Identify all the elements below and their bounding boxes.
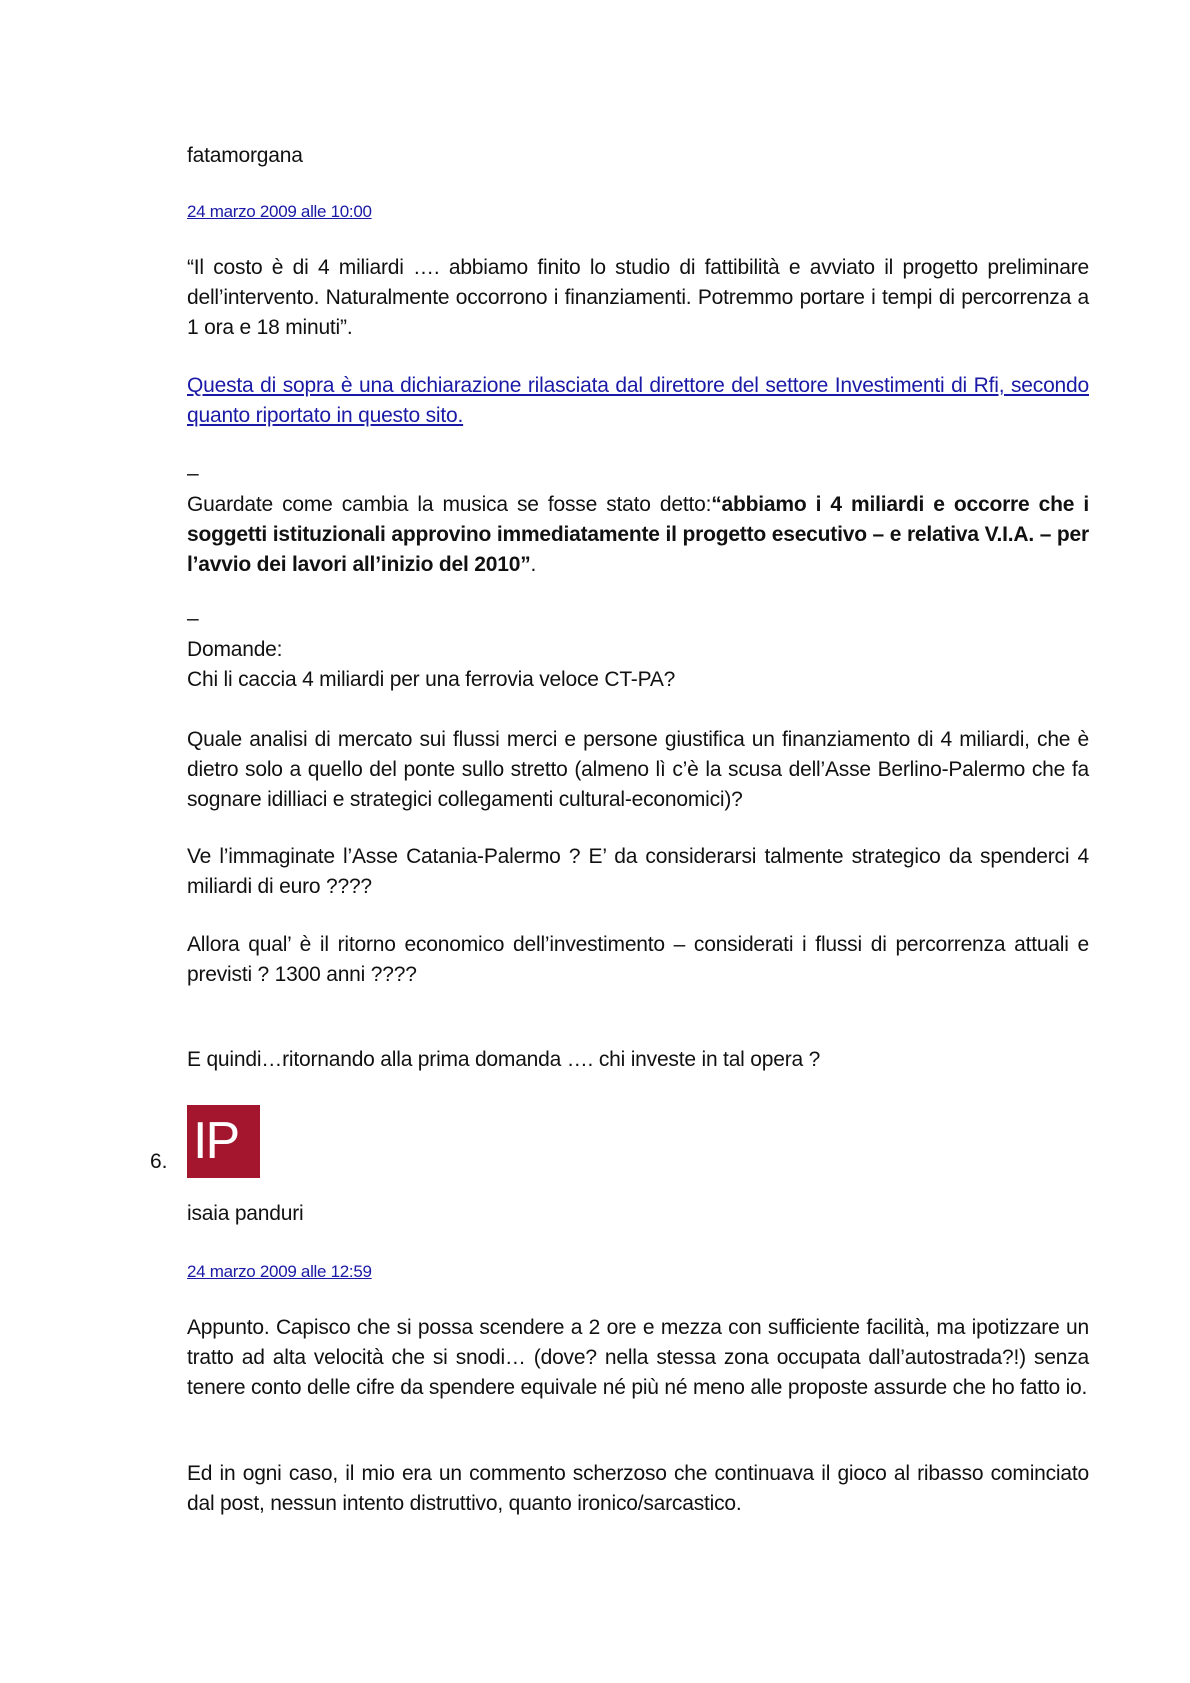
comment-paragraph-2: Ed in ogni caso, il mio era un commento scherzoso che continuava il gioco al ribasso cominciato dal post, nessun intento distruttivo, quanto ironico/sarcastico.: [187, 1462, 1089, 1515]
question-2: Quale analisi di mercato sui flussi merci e persone giustifica un finanziamento di 4 miliardi, che è dietro solo a quello del ponte sullo stretto (almeno lì c’è la scusa dell’Asse Berlino-Palermo che fa sognare idilliaci e strategici collegamenti cultural-economici)?: [187, 728, 1089, 811]
comment-date-link[interactable]: 24 marzo 2009 alle 10:00: [187, 202, 372, 221]
separator-dash: –: [187, 462, 199, 485]
comment-paragraph-1: Appunto. Capisco che si possa scendere a 2 ore e mezza con sufficiente facilità, ma ipotizzare un tratto ad alta velocità che si snodi… (dove? nella stessa zona occupata dall’autostrada?!) senza tenere conto delle cifre da spendere equivale né più né meno alle proposte assurde che ho fatto io.: [187, 1316, 1089, 1399]
domande-label: Domande:: [187, 638, 283, 661]
guardate-paragraph: [187, 490, 1089, 580]
guardate-bold-quote: “abbiamo i 4 miliardi e occorre che i soggetti istituzionali approvino immediatamente il progetto esecutivo – e relativa V.I.A. – per l’avvio dei lavori all’inizio del 2010”: [187, 493, 1090, 576]
question-4: Allora qual’ è il ritorno economico dell’investimento – considerati i flussi di percorrenza attuali e previsti ? 1300 anni ????: [187, 933, 1089, 986]
comment-author: isaia panduri: [187, 1202, 304, 1225]
comment-number: 6.: [150, 1150, 168, 1173]
guardate-intro: Guardate come cambia la musica se fosse stato detto:: [187, 493, 712, 516]
question-5: E quindi…ritornando alla prima domanda …. chi investe in tal opera ?: [187, 1048, 821, 1071]
comment-author: fatamorgana: [187, 144, 303, 167]
separator-dash: –: [187, 607, 199, 630]
source-link[interactable]: Questa di sopra è una dichiarazione rilasciata dal direttore del settore Investimenti di Rfi, secondo quanto riportato in questo sito.: [187, 374, 1089, 427]
question-1: Chi li caccia 4 miliardi per una ferrovia veloce CT-PA?: [187, 668, 676, 691]
comment-date-link[interactable]: 24 marzo 2009 alle 12:59: [187, 1262, 372, 1281]
question-3: Ve l’immaginate l’Asse Catania-Palermo ? E’ da considerarsi talmente strategico da spenderci 4 miliardi di euro ????: [187, 845, 1089, 898]
comment-quote: “Il costo è di 4 miliardi …. abbiamo finito lo studio di fattibilità e avviato il progetto preliminare dell’intervento. Naturalmente occorrono i finanziamenti. Potremmo portare i tempi di percorrenza a 1 ora e 18 minuti”.: [187, 256, 1089, 339]
avatar: IP: [187, 1105, 260, 1178]
guardate-end: .: [530, 553, 537, 576]
